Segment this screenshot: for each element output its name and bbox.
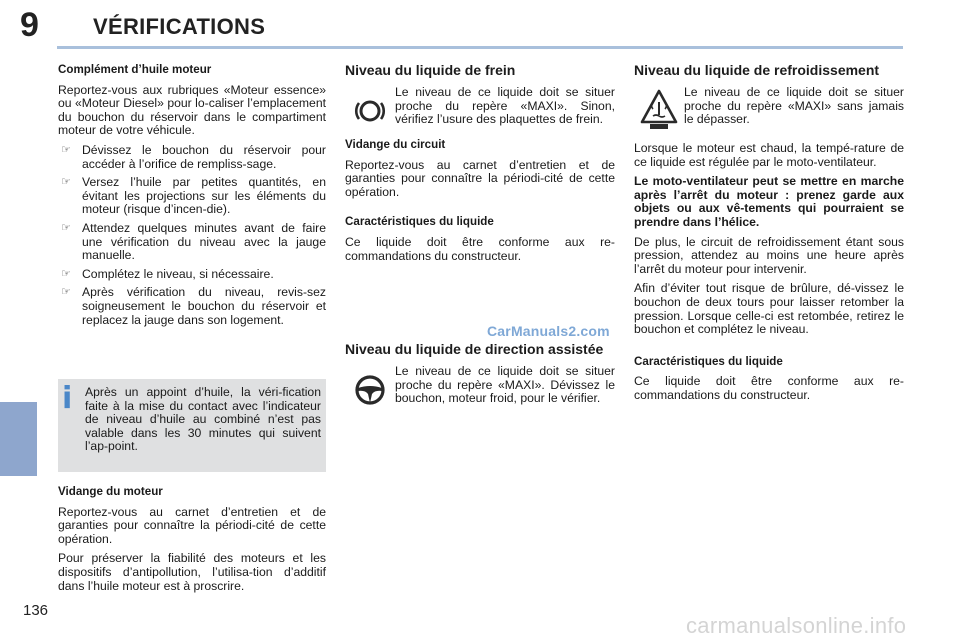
- coolant-heading: Niveau du liquide de refroidissement: [634, 62, 880, 78]
- circuit-drain-heading: Vidange du circuit: [345, 138, 446, 151]
- brake-spec-text: Ce liquide doit être conforme aux re-commandations du constructeur.: [345, 234, 615, 263]
- oil-change-section: [58, 485, 326, 599]
- oil-change-heading: Vidange du moteur: [58, 485, 163, 498]
- list-item: ☞ Versez l’huile par petites quantités, en évitant les projections sur les éléments du moteur (risque d’incen-die).: [61, 175, 326, 217]
- brake-fluid-row: [345, 86, 615, 128]
- info-note-text: Après un appoint d’huile, la véri-fication faite à la mise du contact avec l’indicateur de niveau d’huile au combiné n’est pas valable dans les 30 minutes qui suivent l’ap-point.: [85, 385, 321, 454]
- coolant-p1: Lorsque le moteur est chaud, la tempé-rature de ce liquide est régulée par le moto-ventilateur.: [634, 141, 904, 169]
- coolant-spec-heading: Caractéristiques du liquide: [634, 354, 783, 368]
- page-number: 136: [23, 602, 49, 619]
- oil-topup-steps: [58, 144, 326, 327]
- watermark-carmanuals2: CarManuals2.com: [487, 323, 610, 339]
- list-item: ☞ Complétez le niveau, si nécessaire.: [61, 266, 274, 281]
- coolant-p3: Afin d’éviter tout risque de brûlure, dé-vissez le bouchon de deux tours pour laisser retomber la pression. Lorsque celle-ci est retombée, retirez le bouchon et complétez le niveau.: [634, 281, 904, 337]
- steering-fluid-heading: Niveau du liquide de direction assistée: [345, 341, 604, 357]
- chapter-side-tab: [0, 402, 37, 476]
- list-item: ☞ Dévissez le bouchon du réservoir pour accéder à l’orifice de rempliss-sage.: [61, 142, 326, 171]
- list-item: ☞ Après vérification du niveau, revis-sez soigneusement le bouchon du réservoir et replacez la jauge dans son logement.: [61, 285, 326, 327]
- oil-topup-intro: Reportez-vous aux rubriques «Moteur essence» ou «Moteur Diesel» pour lo-caliser l’emplacement du bouchon du réservoir dans le compartiment moteur de votre véhicule.: [58, 82, 326, 138]
- info-icon: i: [62, 381, 73, 416]
- steering-wheel-icon: [353, 373, 387, 407]
- info-note-box: [58, 379, 326, 472]
- pointing-hand-icon: ☞: [61, 221, 71, 234]
- coolant-spec-text: Ce liquide doit être conforme aux re-commandations du constructeur.: [634, 374, 904, 402]
- pointing-hand-icon: ☞: [61, 176, 71, 189]
- brake-fluid-text: Le niveau de ce liquide doit se situer proche du repère «MAXI». Sinon, vérifiez l’usure des plaquettes de frein.: [395, 85, 615, 127]
- coolant-text: Le niveau de ce liquide doit se situer proche du repère «MAXI» sans jamais le dépasser.: [684, 85, 904, 127]
- pointing-hand-icon: ☞: [61, 143, 71, 156]
- column-brake-steering: [345, 63, 615, 269]
- watermark-carmanualsonline: carmanualsonline.info: [686, 613, 907, 638]
- pointing-hand-icon: ☞: [61, 267, 71, 280]
- brake-warning-icon: [353, 94, 387, 128]
- steering-section: [345, 342, 615, 417]
- oil-topup-heading: Complément d’huile moteur: [58, 63, 212, 76]
- steering-fluid-text: Le niveau de ce liquide doit se situer proche du repère «MAXI». Dévissez le bouchon, moteur froid, pour le vérifier.: [395, 364, 615, 406]
- steering-fluid-row: [345, 365, 615, 407]
- chapter-title: VÉRIFICATIONS: [93, 14, 266, 39]
- column-coolant: [634, 63, 904, 409]
- coolant-row: [634, 86, 904, 130]
- brake-fluid-heading: Niveau du liquide de frein: [345, 62, 516, 78]
- coolant-p2: De plus, le circuit de refroidissement étant sous pression, attendez au moins une heure après l’arrêt du moteur pour intervenir.: [634, 234, 904, 276]
- oil-change-text-2: Pour préserver la fiabilité des moteurs et les dispositifs d’antipollution, l’utilisa-tion d’additif dans l’huile moteur est à proscrire.: [58, 551, 326, 593]
- column-oil: [58, 63, 326, 332]
- oil-change-text-1: Reportez-vous au carnet d’entretien et de garanties pour connaître la périodi-cité de cette opération.: [58, 504, 326, 546]
- list-item: ☞ Attendez quelques minutes avant de faire une vérification du niveau avec la jauge manuelle.: [61, 220, 326, 263]
- coolant-warning-icon: [639, 88, 679, 130]
- circuit-drain-text: Reportez-vous au carnet d’entretien et de garanties pour connaître la périodi-cité de cette opération.: [345, 157, 615, 199]
- coolant-fan-warning: Le moto-ventilateur peut se mettre en marche après l’arrêt du moteur : prenez garde aux objets ou aux vê-tements qui pourraient se prendre dans l’hélice.: [634, 174, 904, 229]
- header-rule: [57, 46, 903, 49]
- chapter-number: 9: [20, 6, 39, 44]
- pointing-hand-icon: ☞: [61, 286, 71, 299]
- brake-spec-heading: Caractéristiques du liquide: [345, 215, 494, 229]
